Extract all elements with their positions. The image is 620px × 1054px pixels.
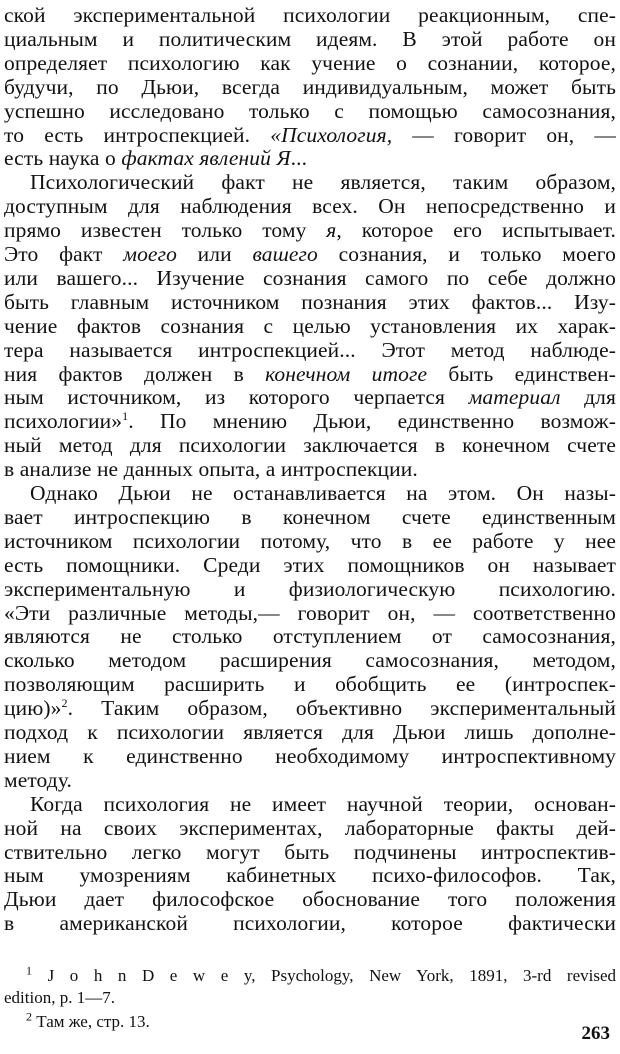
text-line <box>4 170 616 194</box>
text-line <box>4 624 616 648</box>
text-line <box>4 194 616 218</box>
text-line <box>4 146 616 170</box>
footnote-ref: 2 <box>61 695 68 710</box>
text-segment: будучи, по Дьюи, всегда индивидуальным, может быть <box>4 75 616 99</box>
text-line <box>4 840 616 864</box>
text-segment: циальным и политическим идеям. В этой работе он <box>4 27 616 51</box>
text-segment: Там же, стр. 13. <box>32 1012 150 1031</box>
text-segment: или вашего... Изучение сознания самого по себе должно <box>4 266 616 290</box>
text-line <box>4 816 616 840</box>
text-line <box>4 577 616 601</box>
text-segment: ным источником, из которого черпается <box>4 385 469 409</box>
text-segment: есть помощники. Среди этих помощников он называет <box>4 553 616 577</box>
text-segment: в анализе не данных опыта, а интроспекции. <box>4 457 418 481</box>
text-segment: источником психологии потому, что в ее работе у нее <box>4 529 616 553</box>
text-segment: edition, p. 1—7. <box>4 988 115 1007</box>
book-page <box>4 0 616 1054</box>
text-line <box>4 744 616 768</box>
text-segment: цию)» <box>4 696 62 720</box>
text-line <box>4 242 616 266</box>
text-line <box>4 505 616 529</box>
footnote-line <box>4 987 616 1009</box>
italic-text: я <box>326 218 337 242</box>
text-segment: ... <box>290 146 308 170</box>
text-segment: успешно исследовано только с помощью самосознания, <box>4 99 616 123</box>
text-line <box>4 601 616 625</box>
text-segment: быть единствен- <box>427 362 616 386</box>
text-line <box>4 385 616 409</box>
italic-text: материал <box>468 385 561 409</box>
text-segment: сколько методом расширения самосознания, методом, <box>4 648 616 672</box>
text-line <box>4 433 616 457</box>
text-line <box>4 696 616 720</box>
text-line <box>4 887 616 911</box>
text-segment: психологии» <box>4 409 123 433</box>
text-segment: позволяющим расширить и обобщить ее (интроспек- <box>4 672 616 696</box>
text-line <box>4 672 616 696</box>
page-number: 263 <box>581 1023 610 1044</box>
text-line <box>4 362 616 386</box>
text-segment: методу. <box>4 768 73 792</box>
text-segment: Психологический факт не является, таким образом, <box>30 170 616 194</box>
text-segment: , которое его испытывает. <box>336 218 616 242</box>
text-segment: Это факт <box>4 242 124 266</box>
text-segment: быть главным источником познания этих фактов... Изу- <box>4 290 616 314</box>
text-line <box>4 314 616 338</box>
footnote-ref: 1 <box>26 963 32 978</box>
text-segment: тера называется интроспекцией... Этот метод наблюде- <box>4 338 616 362</box>
text-segment: Дьюи дает философское обоснование того положения <box>4 887 616 911</box>
text-segment: для <box>560 385 616 409</box>
text-line <box>4 768 616 792</box>
text-line <box>4 218 616 242</box>
text-segment: нием к единственно необходимому интроспективному <box>4 744 616 768</box>
text-segment: определяет психологию как учение о сознании, которое, <box>4 51 616 75</box>
text-line <box>4 290 616 314</box>
text-line <box>4 27 616 51</box>
text-line <box>4 720 616 744</box>
text-segment: есть наука о <box>4 146 122 170</box>
italic-text: конечном итоге <box>265 362 428 386</box>
text-segment: ствительно легко могут быть подчинены интроспектив- <box>4 840 616 864</box>
italic-text: «Психология, <box>270 123 393 147</box>
text-segment: являются не столько отступлением от самосознания, <box>4 624 616 648</box>
text-line <box>4 481 616 505</box>
text-line <box>4 51 616 75</box>
text-line <box>4 529 616 553</box>
text-line <box>4 792 616 816</box>
text-segment: или <box>176 242 253 266</box>
footnote-ref: 1 <box>122 408 129 423</box>
text-segment: в американской психологии, которое фактически <box>4 911 616 935</box>
text-line <box>4 3 616 27</box>
footnote-ref: 2 <box>26 1009 32 1024</box>
text-segment: чение фактов сознания с целью установления их харак- <box>4 314 616 338</box>
text-line <box>4 409 616 433</box>
text-segment: то есть интроспекцией. <box>4 123 271 147</box>
text-segment: . По мнению Дьюи, единственно возмож- <box>128 409 616 433</box>
text-line <box>4 99 616 123</box>
footnote-line <box>4 1011 616 1033</box>
text-segment: ной на своих экспериментах, лабораторные факты дей- <box>4 816 616 840</box>
text-line <box>4 75 616 99</box>
text-segment: Когда психология не имеет научной теории, основан- <box>30 792 616 816</box>
text-segment: прямо известен только тому <box>4 218 327 242</box>
italic-text: моего <box>123 242 177 266</box>
text-segment: «Эти различные методы,— говорит он, — соответственно <box>4 601 616 625</box>
text-segment: J o h n D e w e y, Psychology, New York, 1891, 3-rd revised <box>32 966 616 985</box>
text-segment: экспериментальную и физиологическую психологию. <box>4 577 616 601</box>
italic-text: фактах явлений Я <box>121 146 291 170</box>
footnote-line <box>4 965 616 987</box>
text-segment: ным умозрениям кабинетных психо-философов. Так, <box>4 863 616 887</box>
text-segment: ный метод для психологии заключается в конечном счете <box>4 433 616 457</box>
text-segment: . Таким образом, объективно экспериментальный <box>67 696 616 720</box>
text-line <box>4 457 616 481</box>
text-segment: подход к психологии является для Дьюи лишь дополне- <box>4 720 616 744</box>
text-line <box>4 863 616 887</box>
text-segment: доступным для наблюдения всех. Он непосредственно и <box>4 194 616 218</box>
text-segment: ния фактов должен в <box>4 362 266 386</box>
text-line <box>4 338 616 362</box>
text-line <box>4 648 616 672</box>
text-line <box>4 553 616 577</box>
text-line <box>4 266 616 290</box>
italic-text: вашего <box>252 242 318 266</box>
text-segment: сознания, и только моего <box>317 242 616 266</box>
text-line <box>4 123 616 147</box>
text-segment: — говорит он, — <box>392 123 616 147</box>
text-segment: вает интроспекцию в конечном счете единственным <box>4 505 616 529</box>
text-segment: Однако Дьюи не останавливается на этом. Он назы- <box>30 481 616 505</box>
text-line <box>4 911 616 935</box>
text-segment: ской экспериментальной психологии реакционным, спе- <box>4 3 616 27</box>
